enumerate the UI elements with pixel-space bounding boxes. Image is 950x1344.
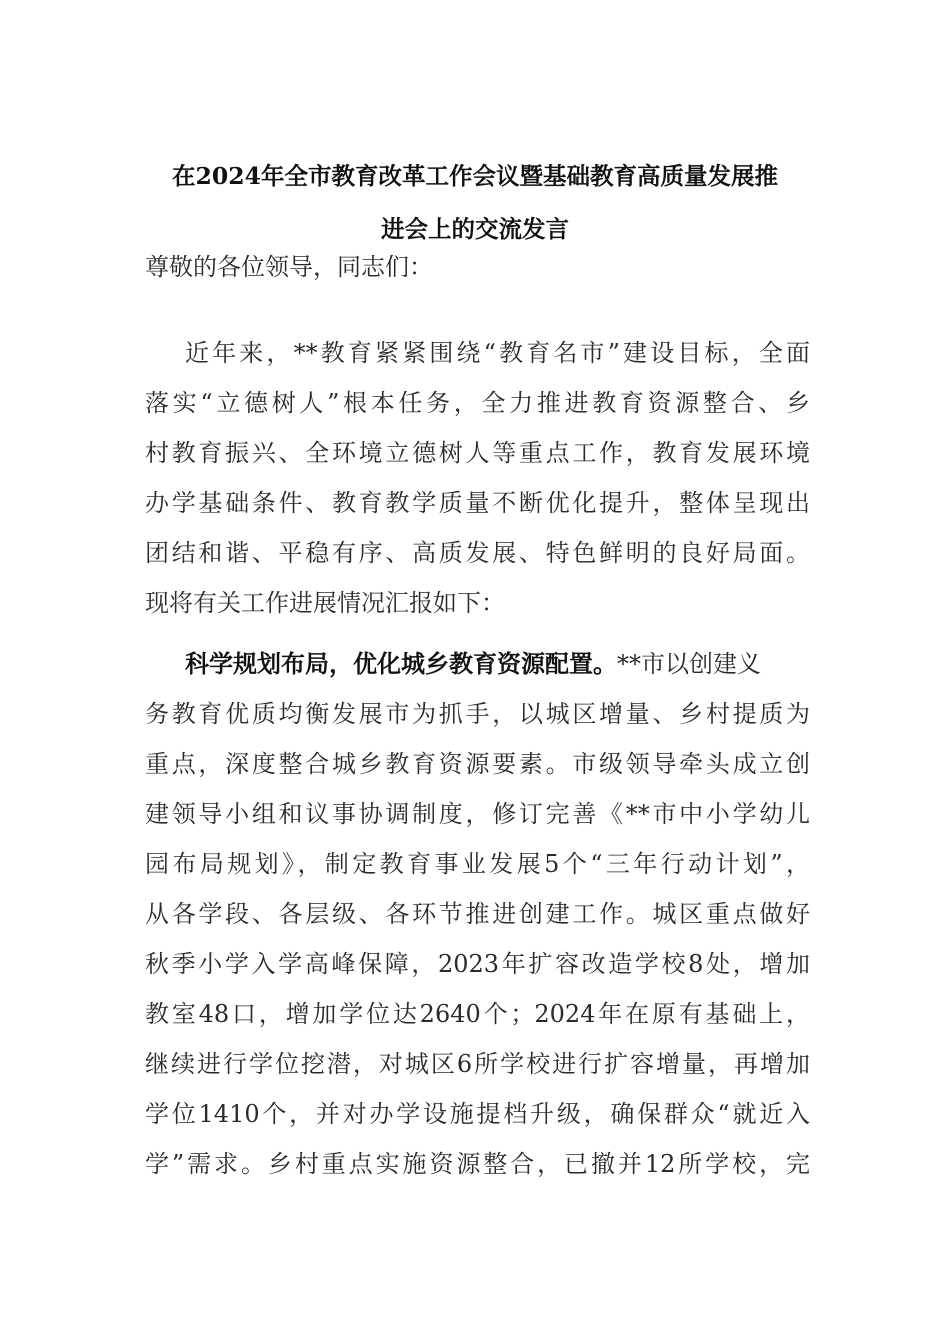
- section-1-line: 学位1410个，并对办学设施提档升级，确保群众“就近入: [145, 1100, 810, 1128]
- intro-line: 村教育振兴、全环境立德树人等重点工作，教育发展环境: [145, 439, 810, 467]
- intro-line: 落实“立德树人”根本任务，全力推进教育资源整合、乡: [145, 389, 810, 417]
- document-title-line-2: 进会上的交流发言: [381, 215, 569, 243]
- section-1-first-line: [185, 644, 810, 695]
- document-title-line-1: 在2024年全市教育改革工作会议暨基础教育高质量发展推: [172, 162, 778, 190]
- section-1-line: 从各学段、各层级、各环节推进创建工作。城区重点做好: [145, 900, 810, 928]
- section-1-line: 建领导小组和议事协调制度，修订完善《**市中小学幼儿: [145, 800, 810, 828]
- intro-line: 办学基础条件、教育教学质量不断优化提升，整体呈现出: [145, 489, 810, 517]
- section-1-line: 园布局规划》，制定教育事业发展5个“三年行动计划”，: [145, 850, 810, 878]
- section-1-line: 继续进行学位挖潜，对城区6所学校进行扩容增量，再增加: [145, 1050, 810, 1078]
- salutation: 尊敬的各位领导，同志们：: [145, 253, 433, 281]
- section-1-line: 重点，深度整合城乡教育资源要素。市级领导牵头成立创: [145, 750, 810, 778]
- section-1-first-line-text: **市以创建义: [617, 650, 761, 678]
- intro-line: 现将有关工作进展情况汇报如下：: [145, 589, 505, 617]
- section-1-line: 务教育优质均衡发展市为抓手，以城区增量、乡村提质为: [145, 700, 810, 728]
- intro-line: 近年来，**教育紧紧围绕“教育名市”建设目标，全面: [185, 339, 810, 367]
- section-1-line: 教室48口，增加学位达2640个；2024年在原有基础上，: [145, 1000, 810, 1028]
- intro-line: 团结和谐、平稳有序、高质发展、特色鲜明的良好局面。: [145, 539, 810, 567]
- section-1-heading: 科学规划布局，优化城乡教育资源配置。: [185, 649, 617, 678]
- section-1-line: 秋季小学入学高峰保障，2023年扩容改造学校8处，增加: [145, 950, 810, 978]
- section-1-line: 学”需求。乡村重点实施资源整合，已撤并12所学校，完: [145, 1150, 810, 1178]
